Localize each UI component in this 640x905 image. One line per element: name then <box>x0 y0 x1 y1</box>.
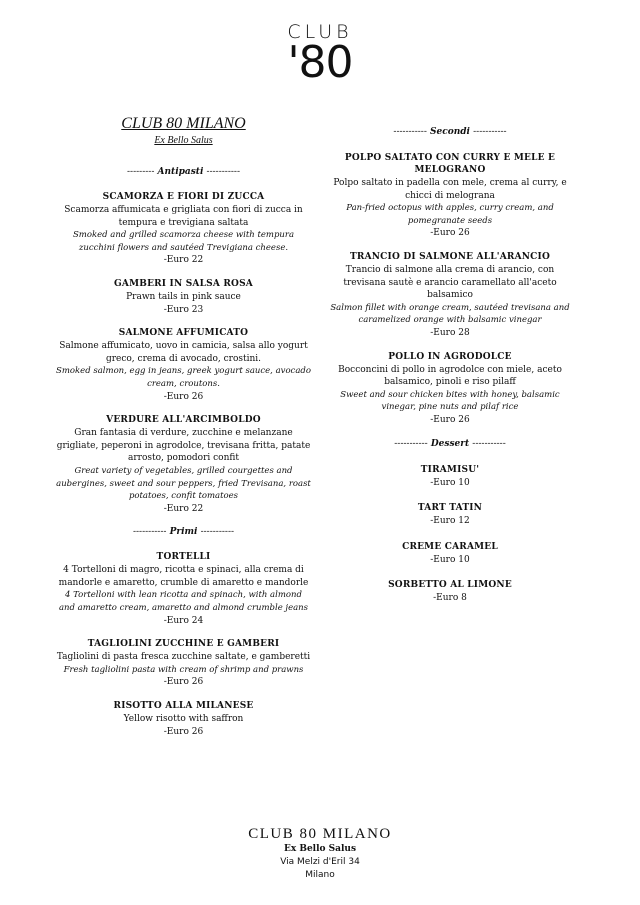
section-heading-antipasti: --------- Antipasti ----------- <box>127 167 240 177</box>
menu-item-price: -Euro 23 <box>163 304 204 315</box>
menu-item <box>325 464 575 490</box>
menu-item <box>325 251 575 340</box>
menu-item <box>56 327 311 403</box>
menu-item-name: TORTELLI <box>156 552 211 563</box>
menu-item-description-it: Prawn tails in pink sauce <box>126 291 241 302</box>
menu-item-price: -Euro 24 <box>163 615 204 626</box>
menu-item <box>56 700 311 738</box>
menu-item-price: -Euro 10 <box>430 554 470 565</box>
menu-item-description-it: Bocconcini di pollo in agrodolce con miele, aceto balsamico, pinoli e riso pilaff <box>338 364 562 388</box>
menu-item <box>56 551 311 627</box>
menu-item-name: TRANCIO DI SALMONE ALL'ARANCIO <box>350 251 550 262</box>
section-heading-secondi: ----------- Secondi ----------- <box>393 127 507 137</box>
menu-item <box>56 278 311 316</box>
footer-address: Via Melzi d'Eril 34 <box>280 857 360 867</box>
menu-item-price: -Euro 22 <box>163 255 204 266</box>
menu-item-description-it: Polpo saltato in padella con mele, crema al curry, e chicci di melograna <box>333 178 567 201</box>
menu-item-name: RISOTTO ALLA MILANESE <box>113 701 254 712</box>
menu-item-description-it: Salmone affumicato, uovo in camicia, salsa allo yogurt greco, crema di avocado, crostini. <box>59 341 308 364</box>
menu-item-price: -Euro 12 <box>430 516 470 527</box>
menu-item <box>56 191 311 267</box>
menu-item-description-en: Smoked salmon, egg in jeans, greek yogurt sauce, avocado cream, croutons. <box>56 366 311 389</box>
menu-title: CLUB 80 MILANO <box>121 115 246 132</box>
menu-item-description-it: 4 Tortelloni di magro, ricotta e spinaci, alla crema di mandorle e amaretto, crumble di amaretto e mandorle <box>58 565 309 588</box>
menu-item-name: SALMONE AFFUMICATO <box>118 328 249 339</box>
menu-item-name: TART TATIN <box>417 503 483 514</box>
menu-item-description-en: Great variety of vegetables, grilled courgettes and aubergines, sweet and sour peppers, fried Trevisana, roast potatoes, confit tomatoes <box>56 465 311 502</box>
footer-restaurant-name: CLUB 80 MILANO <box>248 826 392 842</box>
menu-item-description-en: Pan-fried octopus with apples, curry cream, and pomegranate seeds <box>346 203 554 226</box>
menu-item <box>325 541 575 567</box>
section-primi <box>56 526 311 738</box>
menu-item-price: -Euro 26 <box>163 726 204 737</box>
menu-item-description-it: Trancio di salmone alla crema di arancio, con trevisana sautè e arancio caramellato all'aceto balsamico <box>343 264 557 301</box>
menu-item <box>56 414 311 515</box>
menu-item-name: TIRAMISU' <box>420 464 480 475</box>
menu-item-description-en: Smoked and grilled scamorza cheese with tempura zucchini flowers and sautéed Trevigiana cheese. <box>72 230 295 253</box>
menu-item <box>325 579 575 605</box>
menu-item-name: GAMBERI IN SALSA ROSA <box>114 278 253 289</box>
section-secondi <box>325 126 575 427</box>
section-heading-primi: ----------- Primi ----------- <box>132 527 235 538</box>
menu-item-name: SCAMORZA E FIORI DI ZUCCA <box>102 192 265 202</box>
menu-item-price: -Euro 26 <box>163 391 204 402</box>
menu-item-name: POLPO SALTATO CON CURRY E MELE E MELOGRANO <box>344 153 556 175</box>
menu-item-description-it: Gran fantasia di verdure, zucchine e melanzane grigliate, peperoni in agrodolce, trevisana fritta, patate arrosto, pomodori confit <box>56 428 311 464</box>
footer <box>0 825 640 882</box>
menu-item-description-it: Tagliolini di pasta fresca zucchine saltate, e gamberetti <box>56 652 311 663</box>
menu-item-price: -Euro 8 <box>433 593 467 604</box>
menu-item-description-en: 4 Tortelloni with lean ricotta and spinach, with almond and amaretto cream, amaretto and almond crumble jeans <box>58 590 309 614</box>
section-antipasti <box>56 166 311 515</box>
menu-item-price: -Euro 28 <box>430 327 470 338</box>
menu-item-price: -Euro 22 <box>163 503 204 514</box>
menu-item <box>325 502 575 528</box>
menu-item-description-en: Salmon fillet with orange cream, sautéed trevisana and caramelized orange with balsamic vinegar <box>330 302 570 326</box>
footer-subtitle: Ex Bello Salus <box>283 844 357 854</box>
menu-item <box>325 152 575 240</box>
menu-item-description-en: Sweet and sour chicken bites with honey, balsamic vinegar, pine nuts and pilaf rice <box>340 389 560 413</box>
menu-item-price: -Euro 26 <box>430 414 470 425</box>
menu-item-description-en: Fresh tagliolini pasta with cream of shrimp and prawns <box>63 664 304 675</box>
menu-item-name: VERDURE ALL'ARCIMBOLDO <box>106 415 261 426</box>
menu-item-description-it: Yellow risotto with saffron <box>123 714 244 725</box>
logo-80-text: '80 <box>287 37 353 88</box>
section-heading-dessert: ----------- Dessert ----------- <box>394 438 506 449</box>
menu-right-column <box>325 126 575 618</box>
menu-item-price: -Euro 26 <box>163 677 204 688</box>
logo-club-text: CLUB <box>287 21 353 43</box>
menu-item-name: SORBETTO AL LIMONE <box>388 580 512 591</box>
menu-item <box>325 351 575 427</box>
footer-city: Milano <box>305 870 335 880</box>
menu-item-name: POLLO IN AGRODOLCE <box>388 351 512 362</box>
menu-item-price: -Euro 10 <box>430 477 470 488</box>
menu-item-price: -Euro 26 <box>430 228 470 239</box>
menu-left-column <box>56 114 311 749</box>
menu-subtitle: Ex Bello Salus <box>154 135 213 146</box>
section-dessert <box>325 438 575 605</box>
menu-item-description-it: Scamorza affumicata e grigliata con fiori di zucca in tempura e trevigiana saltata <box>64 205 303 228</box>
club80-logo <box>0 21 640 88</box>
menu-item <box>56 638 311 689</box>
menu-item-name: CREME CARAMEL <box>402 541 498 552</box>
menu-item-name: TAGLIOLINI ZUCCHINE E GAMBERI <box>87 639 280 650</box>
